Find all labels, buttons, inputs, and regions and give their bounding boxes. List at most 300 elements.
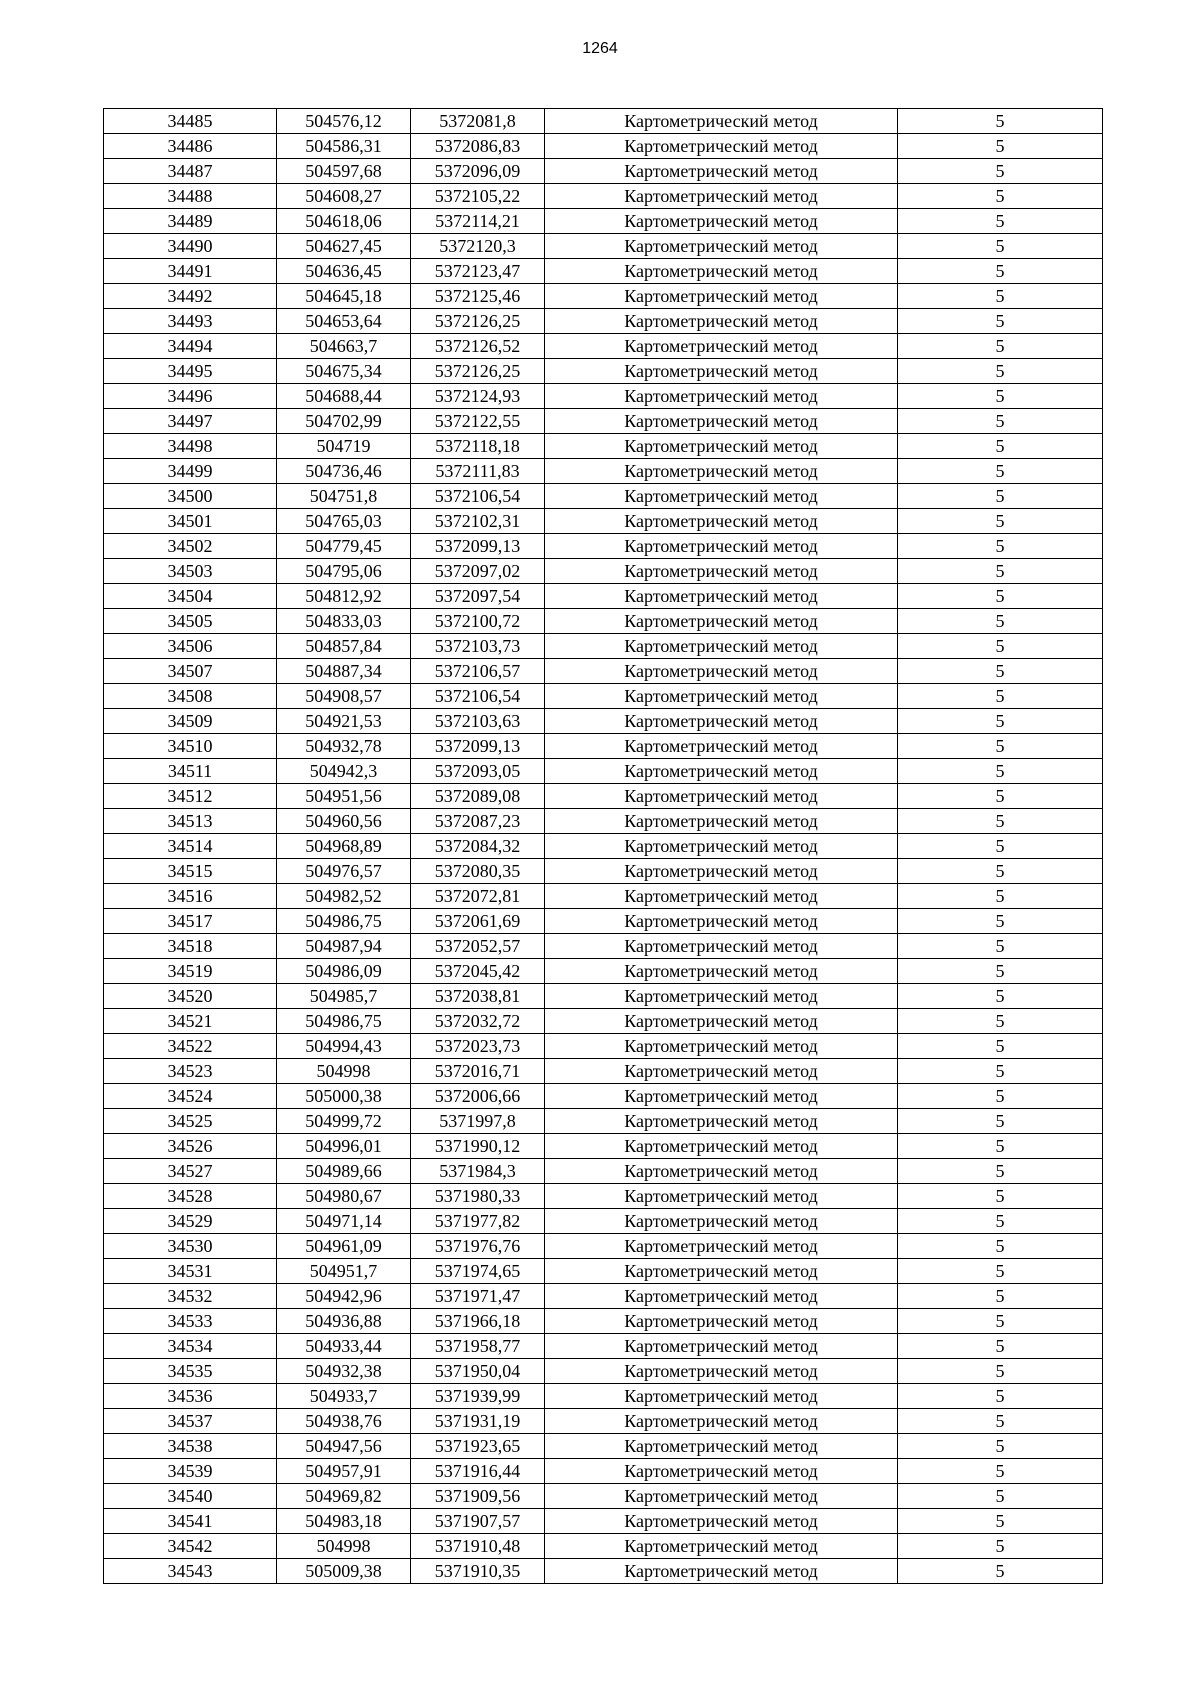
accuracy-cell: 5 bbox=[898, 934, 1103, 959]
table-row bbox=[104, 734, 1103, 759]
point-number-cell: 34499 bbox=[104, 459, 277, 484]
accuracy-cell: 5 bbox=[898, 809, 1103, 834]
table-row bbox=[104, 109, 1103, 134]
method-cell: Картометрический метод bbox=[545, 459, 898, 484]
y-coordinate-cell: 5372126,52 bbox=[411, 334, 545, 359]
y-coordinate-cell: 5372103,73 bbox=[411, 634, 545, 659]
x-coordinate-cell: 504985,7 bbox=[277, 984, 411, 1009]
point-number-cell: 34523 bbox=[104, 1059, 277, 1084]
accuracy-cell: 5 bbox=[898, 1559, 1103, 1584]
x-coordinate-cell: 504921,53 bbox=[277, 709, 411, 734]
method-cell: Картометрический метод bbox=[545, 159, 898, 184]
accuracy-cell: 5 bbox=[898, 1034, 1103, 1059]
x-coordinate-cell: 504932,78 bbox=[277, 734, 411, 759]
x-coordinate-cell: 504765,03 bbox=[277, 509, 411, 534]
accuracy-cell: 5 bbox=[898, 784, 1103, 809]
table-row bbox=[104, 634, 1103, 659]
point-number-cell: 34501 bbox=[104, 509, 277, 534]
x-coordinate-cell: 504961,09 bbox=[277, 1234, 411, 1259]
table-row bbox=[104, 434, 1103, 459]
method-cell: Картометрический метод bbox=[545, 934, 898, 959]
point-number-cell: 34514 bbox=[104, 834, 277, 859]
point-number-cell: 34496 bbox=[104, 384, 277, 409]
y-coordinate-cell: 5372089,08 bbox=[411, 784, 545, 809]
accuracy-cell: 5 bbox=[898, 509, 1103, 534]
method-cell: Картометрический метод bbox=[545, 1284, 898, 1309]
y-coordinate-cell: 5371976,76 bbox=[411, 1234, 545, 1259]
point-number-cell: 34491 bbox=[104, 259, 277, 284]
table-row bbox=[104, 1284, 1103, 1309]
method-cell: Картометрический метод bbox=[545, 759, 898, 784]
point-number-cell: 34526 bbox=[104, 1134, 277, 1159]
accuracy-cell: 5 bbox=[898, 909, 1103, 934]
point-number-cell: 34529 bbox=[104, 1209, 277, 1234]
point-number-cell: 34520 bbox=[104, 984, 277, 1009]
accuracy-cell: 5 bbox=[898, 584, 1103, 609]
x-coordinate-cell: 504986,75 bbox=[277, 909, 411, 934]
method-cell: Картометрический метод bbox=[545, 1309, 898, 1334]
y-coordinate-cell: 5372045,42 bbox=[411, 959, 545, 984]
y-coordinate-cell: 5371923,65 bbox=[411, 1434, 545, 1459]
point-number-cell: 34535 bbox=[104, 1359, 277, 1384]
method-cell: Картометрический метод bbox=[545, 534, 898, 559]
x-coordinate-cell: 504688,44 bbox=[277, 384, 411, 409]
table-row bbox=[104, 934, 1103, 959]
y-coordinate-cell: 5372126,25 bbox=[411, 359, 545, 384]
x-coordinate-cell: 504942,96 bbox=[277, 1284, 411, 1309]
y-coordinate-cell: 5371971,47 bbox=[411, 1284, 545, 1309]
table-row bbox=[104, 1459, 1103, 1484]
x-coordinate-cell: 504960,56 bbox=[277, 809, 411, 834]
x-coordinate-cell: 504608,27 bbox=[277, 184, 411, 209]
x-coordinate-cell: 504938,76 bbox=[277, 1409, 411, 1434]
y-coordinate-cell: 5372114,21 bbox=[411, 209, 545, 234]
y-coordinate-cell: 5372124,93 bbox=[411, 384, 545, 409]
method-cell: Картометрический метод bbox=[545, 1209, 898, 1234]
x-coordinate-cell: 504994,43 bbox=[277, 1034, 411, 1059]
method-cell: Картометрический метод bbox=[545, 834, 898, 859]
table-row bbox=[104, 1559, 1103, 1584]
method-cell: Картометрический метод bbox=[545, 1109, 898, 1134]
table-row bbox=[104, 409, 1103, 434]
method-cell: Картометрический метод bbox=[545, 359, 898, 384]
accuracy-cell: 5 bbox=[898, 1409, 1103, 1434]
y-coordinate-cell: 5371907,57 bbox=[411, 1509, 545, 1534]
table-row bbox=[104, 1009, 1103, 1034]
accuracy-cell: 5 bbox=[898, 309, 1103, 334]
point-number-cell: 34538 bbox=[104, 1434, 277, 1459]
point-number-cell: 34537 bbox=[104, 1409, 277, 1434]
method-cell: Картометрический метод bbox=[545, 784, 898, 809]
method-cell: Картометрический метод bbox=[545, 959, 898, 984]
y-coordinate-cell: 5372096,09 bbox=[411, 159, 545, 184]
point-number-cell: 34543 bbox=[104, 1559, 277, 1584]
y-coordinate-cell: 5372106,57 bbox=[411, 659, 545, 684]
table-row bbox=[104, 884, 1103, 909]
point-number-cell: 34492 bbox=[104, 284, 277, 309]
table-row bbox=[104, 1059, 1103, 1084]
table-row bbox=[104, 1384, 1103, 1409]
method-cell: Картометрический метод bbox=[545, 284, 898, 309]
accuracy-cell: 5 bbox=[898, 884, 1103, 909]
method-cell: Картометрический метод bbox=[545, 1184, 898, 1209]
accuracy-cell: 5 bbox=[898, 1509, 1103, 1534]
accuracy-cell: 5 bbox=[898, 1184, 1103, 1209]
accuracy-cell: 5 bbox=[898, 1234, 1103, 1259]
method-cell: Картометрический метод bbox=[545, 634, 898, 659]
point-number-cell: 34530 bbox=[104, 1234, 277, 1259]
y-coordinate-cell: 5372125,46 bbox=[411, 284, 545, 309]
x-coordinate-cell: 504675,34 bbox=[277, 359, 411, 384]
table-row bbox=[104, 859, 1103, 884]
accuracy-cell: 5 bbox=[898, 759, 1103, 784]
table-row bbox=[104, 834, 1103, 859]
page-number: 1264 bbox=[582, 40, 618, 57]
method-cell: Картометрический метод bbox=[545, 809, 898, 834]
table-row bbox=[104, 1334, 1103, 1359]
y-coordinate-cell: 5372087,23 bbox=[411, 809, 545, 834]
accuracy-cell: 5 bbox=[898, 1459, 1103, 1484]
method-cell: Картометрический метод bbox=[545, 109, 898, 134]
x-coordinate-cell: 504996,01 bbox=[277, 1134, 411, 1159]
accuracy-cell: 5 bbox=[898, 1484, 1103, 1509]
accuracy-cell: 5 bbox=[898, 984, 1103, 1009]
table-row bbox=[104, 509, 1103, 534]
method-cell: Картометрический метод bbox=[545, 434, 898, 459]
method-cell: Картометрический метод bbox=[545, 609, 898, 634]
y-coordinate-cell: 5372032,72 bbox=[411, 1009, 545, 1034]
y-coordinate-cell: 5372120,3 bbox=[411, 234, 545, 259]
x-coordinate-cell: 504951,56 bbox=[277, 784, 411, 809]
y-coordinate-cell: 5372106,54 bbox=[411, 484, 545, 509]
point-number-cell: 34531 bbox=[104, 1259, 277, 1284]
table-row bbox=[104, 309, 1103, 334]
accuracy-cell: 5 bbox=[898, 1384, 1103, 1409]
y-coordinate-cell: 5372097,02 bbox=[411, 559, 545, 584]
method-cell: Картометрический метод bbox=[545, 1234, 898, 1259]
method-cell: Картометрический метод bbox=[545, 184, 898, 209]
table-row bbox=[104, 909, 1103, 934]
table-row bbox=[104, 1359, 1103, 1384]
y-coordinate-cell: 5372093,05 bbox=[411, 759, 545, 784]
y-coordinate-cell: 5371980,33 bbox=[411, 1184, 545, 1209]
x-coordinate-cell: 504653,64 bbox=[277, 309, 411, 334]
x-coordinate-cell: 504968,89 bbox=[277, 834, 411, 859]
point-number-cell: 34519 bbox=[104, 959, 277, 984]
x-coordinate-cell: 504998 bbox=[277, 1534, 411, 1559]
point-number-cell: 34507 bbox=[104, 659, 277, 684]
table-row bbox=[104, 759, 1103, 784]
accuracy-cell: 5 bbox=[898, 259, 1103, 284]
accuracy-cell: 5 bbox=[898, 459, 1103, 484]
x-coordinate-cell: 504951,7 bbox=[277, 1259, 411, 1284]
point-number-cell: 34508 bbox=[104, 684, 277, 709]
y-coordinate-cell: 5372099,13 bbox=[411, 734, 545, 759]
accuracy-cell: 5 bbox=[898, 734, 1103, 759]
method-cell: Картометрический метод bbox=[545, 1484, 898, 1509]
table-row bbox=[104, 1509, 1103, 1534]
accuracy-cell: 5 bbox=[898, 634, 1103, 659]
method-cell: Картометрический метод bbox=[545, 209, 898, 234]
point-number-cell: 34517 bbox=[104, 909, 277, 934]
point-number-cell: 34511 bbox=[104, 759, 277, 784]
accuracy-cell: 5 bbox=[898, 1084, 1103, 1109]
y-coordinate-cell: 5372080,35 bbox=[411, 859, 545, 884]
table-row bbox=[104, 134, 1103, 159]
method-cell: Картометрический метод bbox=[545, 1334, 898, 1359]
accuracy-cell: 5 bbox=[898, 1309, 1103, 1334]
point-number-cell: 34509 bbox=[104, 709, 277, 734]
point-number-cell: 34494 bbox=[104, 334, 277, 359]
accuracy-cell: 5 bbox=[898, 1259, 1103, 1284]
x-coordinate-cell: 504987,94 bbox=[277, 934, 411, 959]
point-number-cell: 34532 bbox=[104, 1284, 277, 1309]
point-number-cell: 34528 bbox=[104, 1184, 277, 1209]
x-coordinate-cell: 504933,44 bbox=[277, 1334, 411, 1359]
table-row bbox=[104, 984, 1103, 1009]
point-number-cell: 34502 bbox=[104, 534, 277, 559]
accuracy-cell: 5 bbox=[898, 134, 1103, 159]
point-number-cell: 34498 bbox=[104, 434, 277, 459]
point-number-cell: 34534 bbox=[104, 1334, 277, 1359]
x-coordinate-cell: 504645,18 bbox=[277, 284, 411, 309]
table-row bbox=[104, 959, 1103, 984]
y-coordinate-cell: 5372102,31 bbox=[411, 509, 545, 534]
y-coordinate-cell: 5372086,83 bbox=[411, 134, 545, 159]
x-coordinate-cell: 505009,38 bbox=[277, 1559, 411, 1584]
table-row bbox=[104, 1184, 1103, 1209]
accuracy-cell: 5 bbox=[898, 1359, 1103, 1384]
y-coordinate-cell: 5371990,12 bbox=[411, 1134, 545, 1159]
accuracy-cell: 5 bbox=[898, 109, 1103, 134]
method-cell: Картометрический метод bbox=[545, 1259, 898, 1284]
accuracy-cell: 5 bbox=[898, 534, 1103, 559]
x-coordinate-cell: 504971,14 bbox=[277, 1209, 411, 1234]
y-coordinate-cell: 5371910,35 bbox=[411, 1559, 545, 1584]
point-number-cell: 34540 bbox=[104, 1484, 277, 1509]
accuracy-cell: 5 bbox=[898, 1284, 1103, 1309]
x-coordinate-cell: 504933,7 bbox=[277, 1384, 411, 1409]
method-cell: Картометрический метод bbox=[545, 1434, 898, 1459]
y-coordinate-cell: 5372106,54 bbox=[411, 684, 545, 709]
x-coordinate-cell: 504779,45 bbox=[277, 534, 411, 559]
point-number-cell: 34486 bbox=[104, 134, 277, 159]
accuracy-cell: 5 bbox=[898, 1534, 1103, 1559]
accuracy-cell: 5 bbox=[898, 609, 1103, 634]
method-cell: Картометрический метод bbox=[545, 884, 898, 909]
y-coordinate-cell: 5372122,55 bbox=[411, 409, 545, 434]
accuracy-cell: 5 bbox=[898, 484, 1103, 509]
y-coordinate-cell: 5371966,18 bbox=[411, 1309, 545, 1334]
method-cell: Картометрический метод bbox=[545, 1534, 898, 1559]
table-row bbox=[104, 234, 1103, 259]
table-row bbox=[104, 1134, 1103, 1159]
point-number-cell: 34504 bbox=[104, 584, 277, 609]
point-number-cell: 34536 bbox=[104, 1384, 277, 1409]
y-coordinate-cell: 5372126,25 bbox=[411, 309, 545, 334]
y-coordinate-cell: 5372081,8 bbox=[411, 109, 545, 134]
method-cell: Картометрический метод bbox=[545, 1159, 898, 1184]
point-number-cell: 34539 bbox=[104, 1459, 277, 1484]
method-cell: Картометрический метод bbox=[545, 1084, 898, 1109]
x-coordinate-cell: 504736,46 bbox=[277, 459, 411, 484]
table-row bbox=[104, 659, 1103, 684]
method-cell: Картометрический метод bbox=[545, 909, 898, 934]
table-row bbox=[104, 1234, 1103, 1259]
x-coordinate-cell: 504986,75 bbox=[277, 1009, 411, 1034]
method-cell: Картометрический метод bbox=[545, 1009, 898, 1034]
table-row bbox=[104, 1084, 1103, 1109]
point-number-cell: 34505 bbox=[104, 609, 277, 634]
point-number-cell: 34493 bbox=[104, 309, 277, 334]
x-coordinate-cell: 504942,3 bbox=[277, 759, 411, 784]
table-row bbox=[104, 184, 1103, 209]
x-coordinate-cell: 504980,67 bbox=[277, 1184, 411, 1209]
y-coordinate-cell: 5372103,63 bbox=[411, 709, 545, 734]
x-coordinate-cell: 504947,56 bbox=[277, 1434, 411, 1459]
table-row bbox=[104, 159, 1103, 184]
table-row bbox=[104, 1209, 1103, 1234]
y-coordinate-cell: 5372061,69 bbox=[411, 909, 545, 934]
accuracy-cell: 5 bbox=[898, 1434, 1103, 1459]
table-row bbox=[104, 459, 1103, 484]
point-number-cell: 34510 bbox=[104, 734, 277, 759]
y-coordinate-cell: 5371916,44 bbox=[411, 1459, 545, 1484]
table-row bbox=[104, 1109, 1103, 1134]
accuracy-cell: 5 bbox=[898, 1109, 1103, 1134]
point-number-cell: 34500 bbox=[104, 484, 277, 509]
method-cell: Картометрический метод bbox=[545, 1559, 898, 1584]
point-number-cell: 34521 bbox=[104, 1009, 277, 1034]
accuracy-cell: 5 bbox=[898, 334, 1103, 359]
x-coordinate-cell: 504812,92 bbox=[277, 584, 411, 609]
y-coordinate-cell: 5371909,56 bbox=[411, 1484, 545, 1509]
x-coordinate-cell: 504627,45 bbox=[277, 234, 411, 259]
table-row bbox=[104, 1484, 1103, 1509]
coordinates-table bbox=[103, 108, 1103, 1584]
x-coordinate-cell: 504998 bbox=[277, 1059, 411, 1084]
table-row bbox=[104, 1309, 1103, 1334]
accuracy-cell: 5 bbox=[898, 409, 1103, 434]
method-cell: Картометрический метод bbox=[545, 559, 898, 584]
table-row bbox=[104, 1409, 1103, 1434]
point-number-cell: 34522 bbox=[104, 1034, 277, 1059]
accuracy-cell: 5 bbox=[898, 834, 1103, 859]
method-cell: Картометрический метод bbox=[545, 709, 898, 734]
point-number-cell: 34488 bbox=[104, 184, 277, 209]
table-row bbox=[104, 259, 1103, 284]
method-cell: Картометрический метод bbox=[545, 734, 898, 759]
y-coordinate-cell: 5372072,81 bbox=[411, 884, 545, 909]
y-coordinate-cell: 5371950,04 bbox=[411, 1359, 545, 1384]
accuracy-cell: 5 bbox=[898, 1209, 1103, 1234]
accuracy-cell: 5 bbox=[898, 184, 1103, 209]
x-coordinate-cell: 504857,84 bbox=[277, 634, 411, 659]
table-row bbox=[104, 1434, 1103, 1459]
coordinates-table-body bbox=[104, 109, 1103, 1584]
point-number-cell: 34541 bbox=[104, 1509, 277, 1534]
method-cell: Картометрический метод bbox=[545, 984, 898, 1009]
y-coordinate-cell: 5371958,77 bbox=[411, 1334, 545, 1359]
y-coordinate-cell: 5372105,22 bbox=[411, 184, 545, 209]
accuracy-cell: 5 bbox=[898, 684, 1103, 709]
accuracy-cell: 5 bbox=[898, 959, 1103, 984]
method-cell: Картометрический метод bbox=[545, 1509, 898, 1534]
accuracy-cell: 5 bbox=[898, 659, 1103, 684]
accuracy-cell: 5 bbox=[898, 384, 1103, 409]
x-coordinate-cell: 504597,68 bbox=[277, 159, 411, 184]
method-cell: Картометрический метод bbox=[545, 1409, 898, 1434]
x-coordinate-cell: 504983,18 bbox=[277, 1509, 411, 1534]
point-number-cell: 34525 bbox=[104, 1109, 277, 1134]
accuracy-cell: 5 bbox=[898, 1334, 1103, 1359]
table-row bbox=[104, 784, 1103, 809]
x-coordinate-cell: 504663,7 bbox=[277, 334, 411, 359]
x-coordinate-cell: 504908,57 bbox=[277, 684, 411, 709]
y-coordinate-cell: 5371939,99 bbox=[411, 1384, 545, 1409]
point-number-cell: 34524 bbox=[104, 1084, 277, 1109]
point-number-cell: 34513 bbox=[104, 809, 277, 834]
table-row bbox=[104, 809, 1103, 834]
method-cell: Картометрический метод bbox=[545, 1359, 898, 1384]
method-cell: Картометрический метод bbox=[545, 134, 898, 159]
point-number-cell: 34489 bbox=[104, 209, 277, 234]
point-number-cell: 34487 bbox=[104, 159, 277, 184]
table-row bbox=[104, 609, 1103, 634]
method-cell: Картометрический метод bbox=[545, 1059, 898, 1084]
y-coordinate-cell: 5372052,57 bbox=[411, 934, 545, 959]
method-cell: Картометрический метод bbox=[545, 584, 898, 609]
point-number-cell: 34516 bbox=[104, 884, 277, 909]
method-cell: Картометрический метод bbox=[545, 384, 898, 409]
point-number-cell: 34497 bbox=[104, 409, 277, 434]
accuracy-cell: 5 bbox=[898, 209, 1103, 234]
y-coordinate-cell: 5372100,72 bbox=[411, 609, 545, 634]
table-row bbox=[104, 484, 1103, 509]
table-row bbox=[104, 1034, 1103, 1059]
point-number-cell: 34490 bbox=[104, 234, 277, 259]
table-row bbox=[104, 334, 1103, 359]
y-coordinate-cell: 5372123,47 bbox=[411, 259, 545, 284]
x-coordinate-cell: 504833,03 bbox=[277, 609, 411, 634]
table-row bbox=[104, 534, 1103, 559]
accuracy-cell: 5 bbox=[898, 559, 1103, 584]
accuracy-cell: 5 bbox=[898, 859, 1103, 884]
x-coordinate-cell: 504982,52 bbox=[277, 884, 411, 909]
table-row bbox=[104, 709, 1103, 734]
y-coordinate-cell: 5372016,71 bbox=[411, 1059, 545, 1084]
y-coordinate-cell: 5371931,19 bbox=[411, 1409, 545, 1434]
x-coordinate-cell: 504989,66 bbox=[277, 1159, 411, 1184]
y-coordinate-cell: 5372084,32 bbox=[411, 834, 545, 859]
accuracy-cell: 5 bbox=[898, 1009, 1103, 1034]
y-coordinate-cell: 5371984,3 bbox=[411, 1159, 545, 1184]
method-cell: Картометрический метод bbox=[545, 509, 898, 534]
x-coordinate-cell: 504976,57 bbox=[277, 859, 411, 884]
method-cell: Картометрический метод bbox=[545, 1034, 898, 1059]
accuracy-cell: 5 bbox=[898, 709, 1103, 734]
x-coordinate-cell: 504618,06 bbox=[277, 209, 411, 234]
x-coordinate-cell: 504957,91 bbox=[277, 1459, 411, 1484]
method-cell: Картометрический метод bbox=[545, 409, 898, 434]
x-coordinate-cell: 504702,99 bbox=[277, 409, 411, 434]
table-row bbox=[104, 284, 1103, 309]
point-number-cell: 34503 bbox=[104, 559, 277, 584]
point-number-cell: 34512 bbox=[104, 784, 277, 809]
method-cell: Картометрический метод bbox=[545, 1384, 898, 1409]
method-cell: Картометрический метод bbox=[545, 309, 898, 334]
x-coordinate-cell: 504999,72 bbox=[277, 1109, 411, 1134]
